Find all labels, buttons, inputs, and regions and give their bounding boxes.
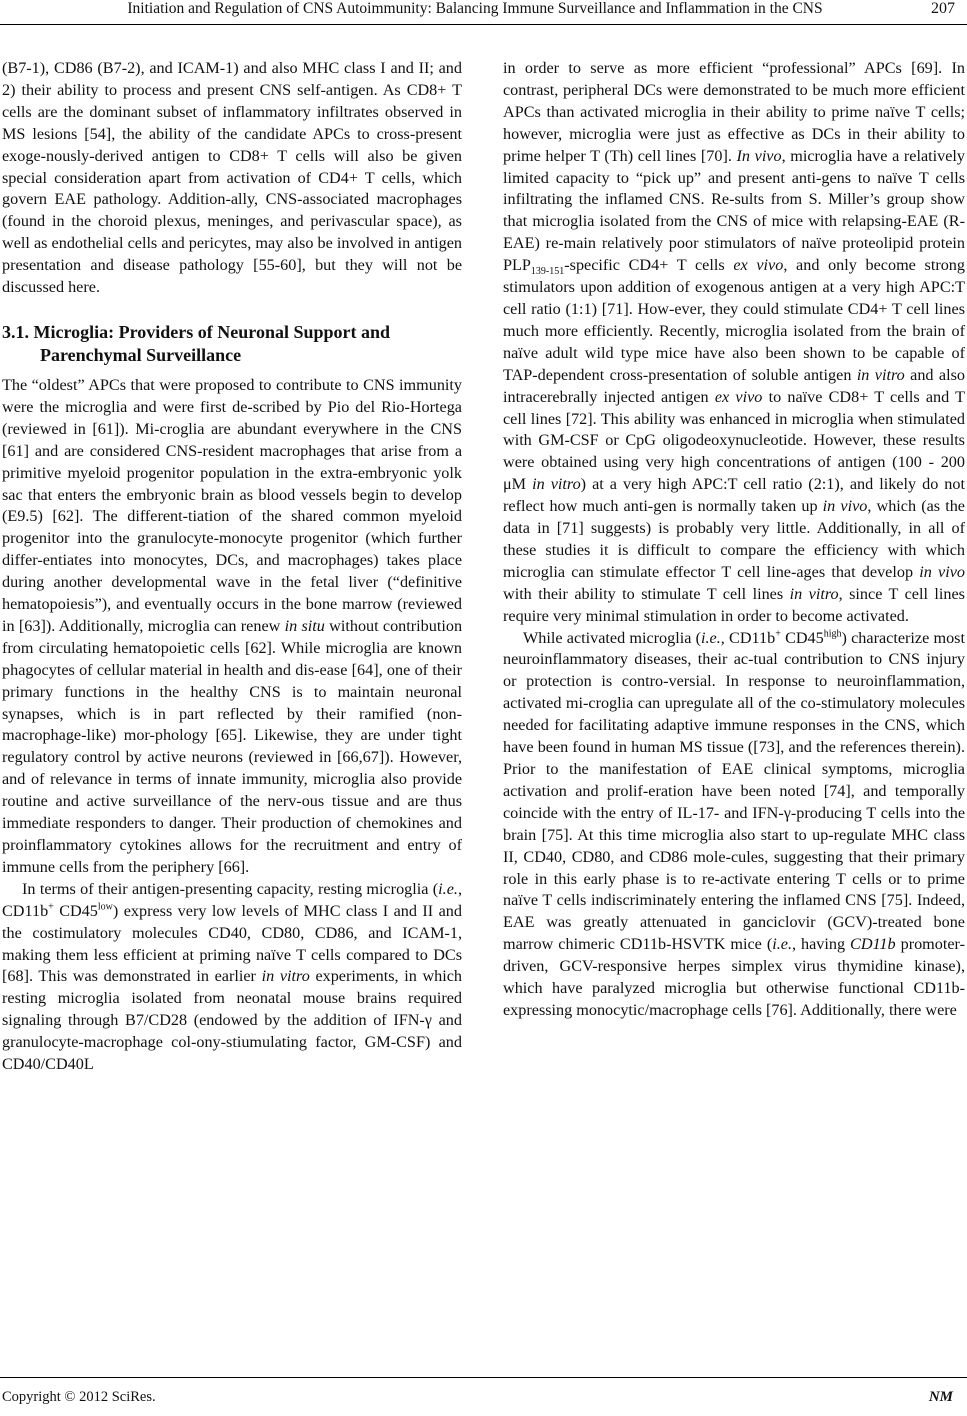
page-header [0, 0, 967, 30]
running-title: Initiation and Regulation of CNS Autoimmunity: Balancing Immune Surveillance and Inflammation in the CNS [127, 0, 823, 17]
paragraph-continued: (B7-1), CD86 (B7-2), and ICAM-1) and also MHC class I and II; and 2) their ability to process and present CNS self-antigen. As CD8+ T cells are the dominant subset of inflammatory infiltrates observed in MS lesions [54], the ability of the candidate APCs to cross-present exoge-nously-derived antigen to CD8+ T cells will also be given special consideration apart from activation of CD4+ T cells, which govern EAE pathology. Addition-ally, CNS-associated macrophages (found in the choroid plexus, meninges, and perivascular space), as well as endothelial cells and pericytes, may also be involved in antigen presentation and disease pathology [55-60], but they will not be discussed here. [2, 59, 462, 297]
paragraph-activated-microglia: While activated microglia (i.e., CD11b+ $CD45^{high}$) characterize most neuroinflammatory diseases, their ac-tual contribution to CNS injury or protection is contro-versial. In response to neuroinflammation, activated mi-croglia can upregulate all of the co-stimulatory molecules needed for facilitating adaptive immune responses in the CNS, which have been found in human MS tissue ([73], and the references therein). Prior to the manifestation of EAE clinical symptoms, microglia activation and prolif-eration have been noted [74], and temporally coincide with the entry of IL-17- and IFN-γ-producing T cells into the brain [75]. At this time microglia also start to up-regulate MHC class II, CD40, CD80, and CD86 mole-cules, suggesting that their primary role in this early phase is to re-activate entering T cells or to prime naïve T cells indiscriminately entering the inflamed CNS [75]. Indeed, EAE was greatly attenuated in ganciclovir (GCV)-treated bone marrow chimeric CD11b-HSVTK mice (i.e., having CD11b promoter-driven, GCV-responsive herpes simplex virus thymidine kinase), which have paralyzed microglia but otherwise functional CD11b-expressing monocytic/macrophage cells [76]. Additionally, there were [503, 628, 965, 1019]
paragraph-microglia-origin: The “oldest” APCs that were proposed to contribute to CNS immunity were the microglia and were first de-scribed by Pio del Rio-Hortega (reviewed in [61]). Mi-croglia are abundant everywhere in the CNS [61] and are considered CNS-resident macrophages that arise from a primitive myeloid progenitor population in the extra-embryonic yolk sac that enters the embryonic brain as blood vessels begin to develop (E9.5) [62]. The different-tiation of the shared common myeloid progenitor into the granulocyte-monocyte progenitor (which further differ-entiates into monocytes, DCs, and macrophages) takes place during another developmental wave in the fetal liver (“definitive hematopoiesis”), and eventually occurs in the bone marrow (reviewed in [63]). Additionally, microglia can renew in situ without contribution from circulating hematopoietic cells [62]. While microglia are known phagocytes of cellular material in health and dis-ease [64], one of their primary functions in the healthy CNS is to maintain neuronal synapses, which is in part reflected by their ramified (non-macrophage-like) mor-phology [65]. Likewise, they are under tight regulatory control by active neurons (reviewed in [66,67]). However, and of relevance in terms of innate immunity, microglia also provide routine and active surveillance of the nerv-ous tissue and are thus immediate responders to danger. Their production of chemokines and proinflammatory cytokines allows for the recruitment and entry of immune cells from the periphery [66]. [2, 375, 463, 876]
paragraph-antigen-presenting: In terms of their antigen-presenting capacity, resting microglia (i.e., CD11b+ $CD45^{low}$) express very low levels of MHC class I and II and the costimulatory molecules CD40, CD80, CD86, and ICAM-1, making them less efficient at priming naïve T cells compared to DCs [68]. This was demonstrated in earlier in vitro experiments, in which resting microglia isolated from neonatal mouse brains required signaling through B7/CD28 (endowed by the addition of IFN-γ and granulocyte-macrophage col-ony-stiumulating factor, GM-CSF) and CD40/CD40L [2, 879, 463, 1074]
copyright-notice: Copyright © 2012 SciRes. [2, 1389, 156, 1405]
section-heading: 3.1. Microglia: Providers of Neuronal Support and Parenchymal Surveillance [2, 321, 391, 365]
header-rule [0, 24, 967, 25]
paragraph-professional-apcs: in order to serve as more efficient “professional” APCs [69]. In contrast, peripheral DCs were demonstrated to be much more efficient APCs than activated microglia in their ability to prime naïve T cells; however, microglia were just as effective as DCs in their ability to prime helper T (Th) cell lines [70]. In vivo, microglia have a relatively limited capacity to “pick up” and present anti-gens to naïve T cells infiltrating the inflamed CNS. Re-sults from S. Miller’s group show that microglia isolated from the CNS of mice with relapsing-EAE (R-EAE) re-main relatively poor stimulators of naïve proteolipid protein $PLP_{139-151}$-specific CD4+ T cells ex vivo, and only become strong stimulators upon addition of exogenous antigen at a very high APC:T cell ratio (1:1) [71]. How-ever, they could stimulate CD4+ T cell lines much more efficiently. Recently, microglia isolated from the brain of naïve adult wild type mice have also been shown to be capable of TAP-dependent cross-presentation of soluble antigen in vitro and also intracerebrally injected antigen ex vivo to naïve CD8+ T cells and T cell lines [72]. This ability was enhanced in microglia when stimulated with GM-CSF or CpG oligodeoxynucleotide. However, these results were obtained using very high concentrations of antigen (100 - 200 μM in vitro) at a very high APC:T cell ratio (2:1), and likely do not reflect how much anti-gen is normally taken up in vivo, which (as the data in [71] suggests) is probably very little. Additionally, in all of these studies it is difficult to compare the efficiency with which microglia can stimulate effector T cell line-ages that develop in vivo with their ability to stimulate T cell lines in vitro, since T cell lines require very minimal stimulation in order to become activated. [503, 59, 966, 625]
footer-rule [0, 1377, 967, 1378]
journal-abbreviation: NM [928, 1389, 953, 1405]
right-column [503, 58, 965, 1022]
left-column [2, 58, 462, 1076]
page-number: 207 [931, 0, 955, 17]
